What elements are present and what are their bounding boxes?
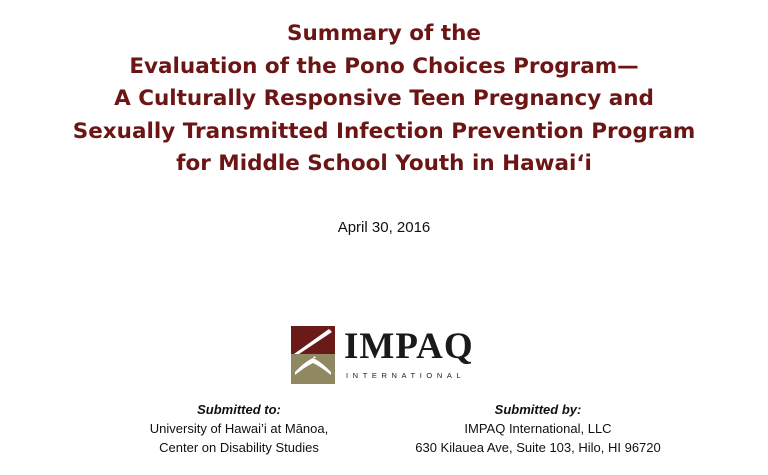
submitted-by-line-1: IMPAQ International, LLC [464, 421, 612, 436]
document-date: April 30, 2016 [337, 219, 431, 236]
document-title [0, 18, 768, 181]
logo-tagline: INTERNATIONAL [346, 371, 466, 380]
submitted-by-heading: Submitted by: [494, 402, 582, 417]
title-line-2: Evaluation of the Pono Choices Program— [129, 53, 639, 79]
logo-wordmark: IMPAQ [344, 326, 474, 367]
title-line-3: A Culturally Responsive Teen Pregnancy and [114, 86, 654, 111]
submitted-to-heading: Submitted to: [197, 402, 281, 417]
title-line-1: Summary of the [287, 21, 481, 46]
title-line-5: for Middle School Youth in Hawai‘i [176, 151, 592, 176]
title-line-4: Sexually Transmitted Infection Prevention Program [72, 118, 696, 144]
submitted-to-line-1: University of Hawai’i at Mānoa, [149, 421, 329, 436]
submitted-by-line-2: 630 Kilauea Ave, Suite 103, Hilo, HI 96720 [415, 440, 661, 455]
impaq-logo-mark-icon [291, 326, 335, 384]
submitted-to-line-2: Center on Disability Studies [159, 440, 319, 455]
impaq-logo [291, 326, 481, 386]
submitted-by-block [404, 400, 672, 457]
submitted-to-block [136, 400, 342, 457]
